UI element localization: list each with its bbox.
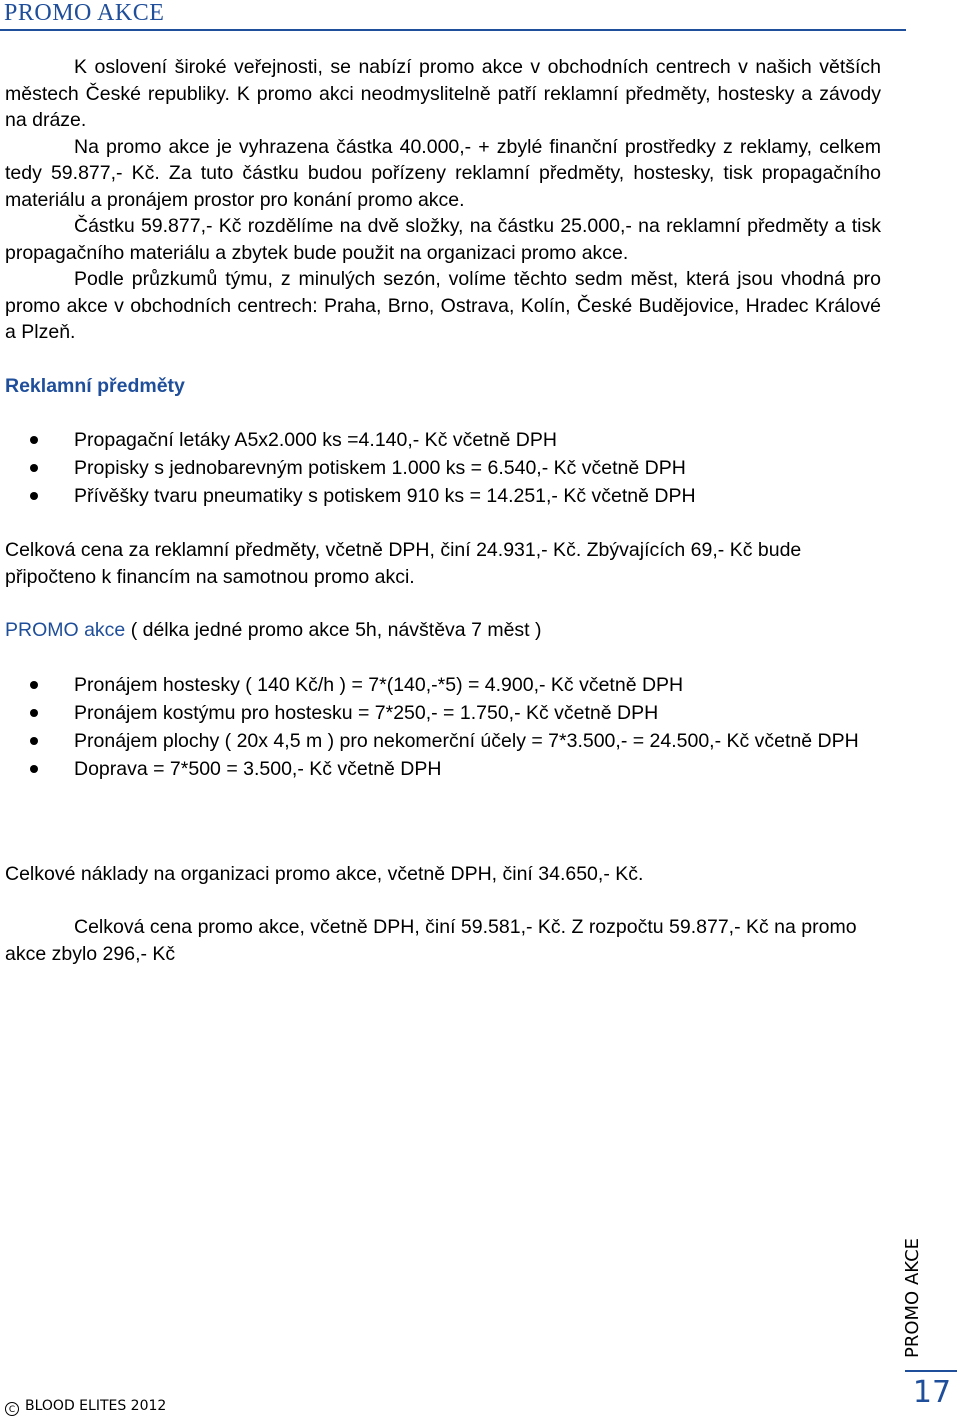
bullet-icon	[30, 765, 38, 773]
list-item	[5, 671, 881, 699]
promo-summary: Celková cena promo akce, včetně DPH, činí 59.581,- Kč. Z rozpočtu 59.877,- Kč na promo akce zbylo 296,- Kč	[5, 916, 857, 965]
page-number: 17	[912, 1375, 952, 1410]
bullet-icon	[30, 737, 38, 745]
bullet-icon	[30, 464, 38, 472]
header-rule	[0, 29, 906, 31]
list-item-text: Pronájem kostýmu pro hostesku = 7*250,- = 1.750,- Kč včetně DPH	[74, 701, 659, 724]
main-content	[5, 54, 881, 967]
intro-paragraph-1: K oslovení široké veřejnosti, se nabízí promo akce v obchodních centrech v našich větších městech České republiky. K promo akci neodmyslitelně patří reklamní předměty, hostesky a závody na dráze.	[5, 56, 881, 131]
reklamni-list	[5, 426, 881, 510]
section-heading-reklamni: Reklamní předměty	[5, 374, 185, 397]
side-label: PROMO AKCE	[902, 1237, 923, 1358]
list-item	[5, 454, 881, 482]
page-number-rule	[905, 1370, 957, 1372]
promo-heading-line	[5, 617, 881, 644]
bullet-icon	[30, 492, 38, 500]
reklamni-total: Celková cena za reklamní předměty, včetně DPH, činí 24.931,- Kč. Zbývajících 69,- Kč bude připočteno k financím na samotnou promo akci.	[5, 539, 802, 588]
intro-paragraph-4: Podle průzkumů týmu, z minulých sezón, volíme těchto sedm měst, která jsou vhodná pro promo akce v obchodních centrech: Praha, Brno, Ostrava, Kolín, České Budějovice, Hradec Králové a Plzeň.	[5, 268, 881, 343]
list-item-text: Doprava = 7*500 = 3.500,- Kč včetně DPH	[74, 757, 442, 780]
promo-list	[5, 671, 881, 783]
promo-costs: Celkové náklady na organizaci promo akce, včetně DPH, činí 34.650,- Kč.	[5, 862, 644, 885]
page-title: PROMO AKCE	[4, 0, 165, 26]
intro-paragraph-3: Částku 59.877,- Kč rozdělíme na dvě složky, na částku 25.000,- na reklamní předměty a tisk propagačního materiálu a zbytek bude použit na organizaci promo akce.	[5, 215, 881, 264]
list-item	[5, 755, 881, 783]
list-item-text: Pronájem hostesky ( 140 Kč/h ) = 7*(140,-*5) = 4.900,- Kč včetně DPH	[74, 673, 684, 696]
list-item-text: Pronájem plochy ( 20x 4,5 m ) pro nekomerční účely = 7*3.500,- = 24.500,- Kč včetně DPH	[74, 729, 859, 752]
promo-label: PROMO akce	[5, 619, 126, 641]
bullet-icon	[30, 436, 38, 444]
bullet-icon	[30, 681, 38, 689]
footer-copyright	[5, 1398, 166, 1416]
list-item	[5, 699, 881, 727]
list-item	[5, 727, 881, 755]
bullet-icon	[30, 709, 38, 717]
list-item-text: Přívěšky tvaru pneumatiky s potiskem 910 ks = 14.251,- Kč včetně DPH	[74, 485, 696, 507]
promo-detail: ( délka jedné promo akce 5h, návštěva 7 měst )	[125, 619, 542, 641]
intro-paragraph-2: Na promo akce je vyhrazena částka 40.000,- + zbylé finanční prostředky z reklamy, celkem tedy 59.877,- Kč. Za tuto částku budou pořízeny reklamní předměty, hostesky, tisk propagačního materiálu a pronájem prostor pro konání promo akce.	[5, 135, 881, 211]
copyright-icon: C	[5, 1402, 19, 1416]
list-item-text: Propisky s jednobarevným potiskem 1.000 ks = 6.540,- Kč včetně DPH	[74, 457, 686, 479]
footer-text: BLOOD ELITES 2012	[25, 1398, 167, 1414]
list-item-text: Propagační letáky A5x2.000 ks =4.140,- Kč včetně DPH	[74, 429, 557, 451]
list-item	[5, 482, 881, 510]
list-item	[5, 426, 881, 454]
